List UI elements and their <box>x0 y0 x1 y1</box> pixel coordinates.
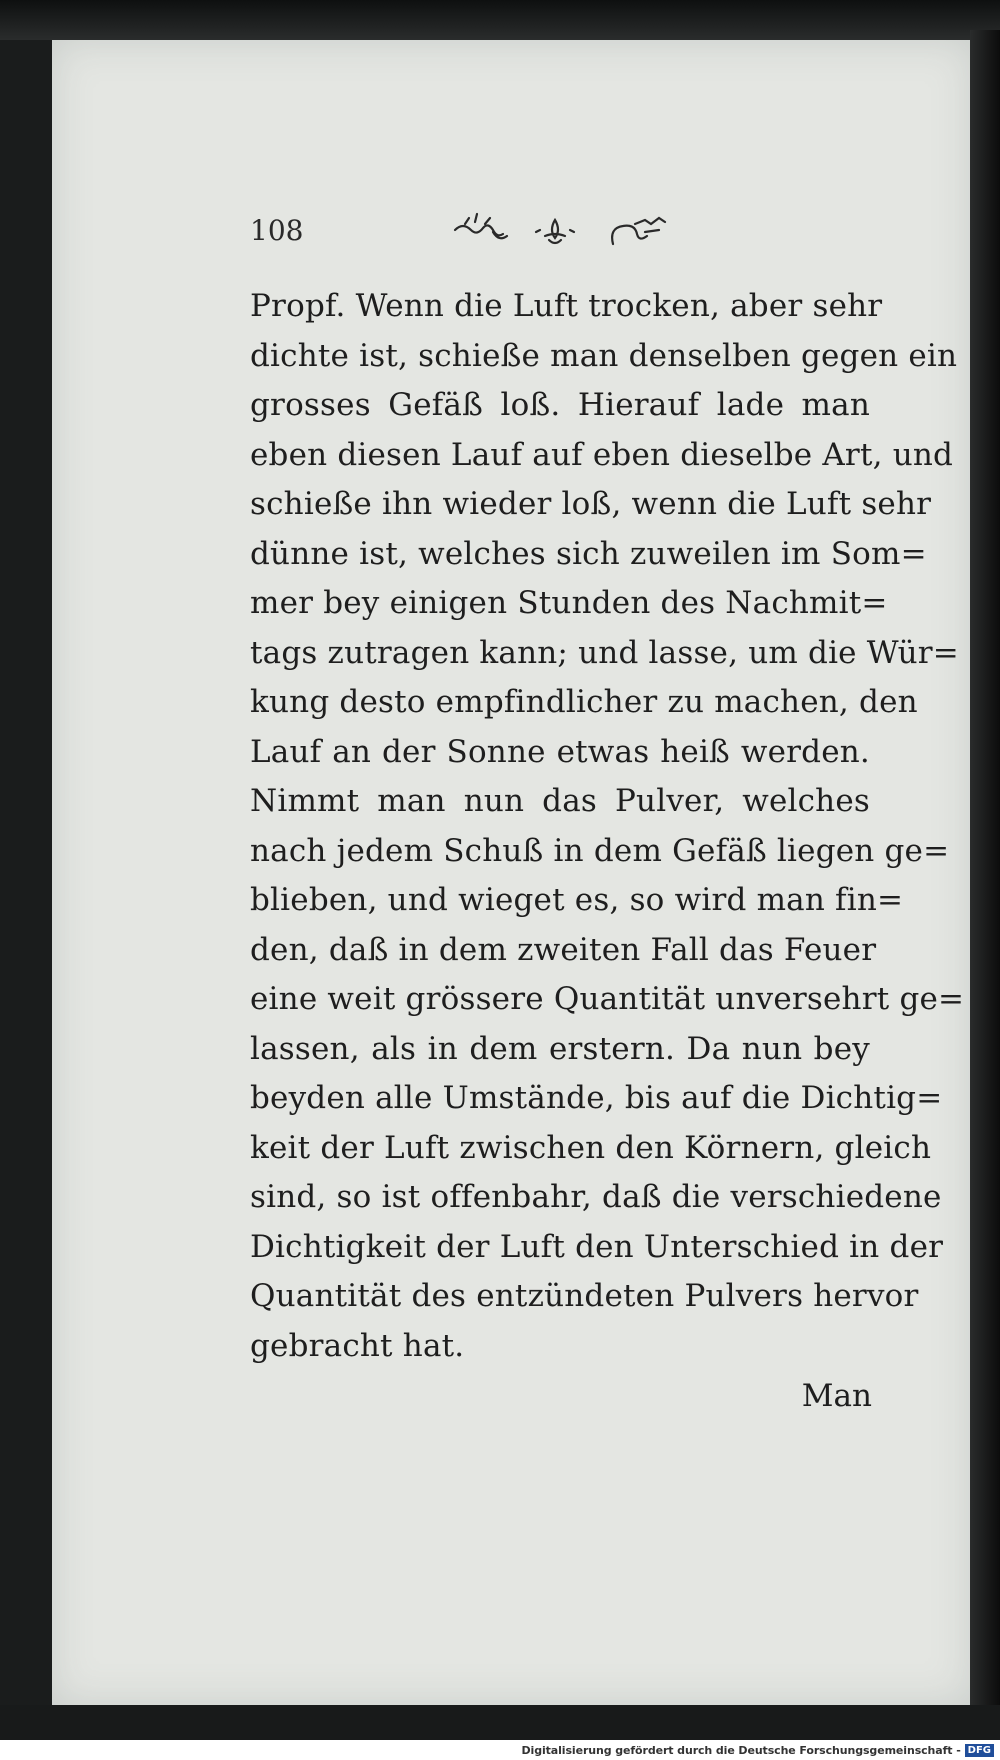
text-line: Nimmt man nun das Pulver, welches <box>250 783 870 819</box>
text-line-last: gebracht hat. <box>250 1327 465 1364</box>
text-line: grosses Gefäß loß. Hierauf lade man <box>250 387 870 423</box>
scan-top-border <box>0 0 1000 40</box>
text-line: beyden alle Umstände, bis auf die Dichtig= <box>250 1080 943 1116</box>
catchword: Man <box>801 1378 872 1414</box>
text-line: lassen, als in dem erstern. Da nun bey <box>250 1030 870 1067</box>
text-line: eine weit grössere Quantität unversehrt ge= <box>250 981 965 1017</box>
text-line: eben diesen Lauf auf eben dieselbe Art, und <box>250 436 954 473</box>
text-line: dichte ist, schieße man denselben gegen ein <box>250 337 958 374</box>
page-right-edge <box>970 30 1000 1710</box>
text-line: kung desto empfindlicher zu machen, den <box>250 684 918 720</box>
footer-credit: Digitalisierung gefördert durch die Deutsche Forschungsgemeinschaft - <box>521 1743 961 1757</box>
digitization-footer <box>0 1740 1000 1760</box>
text-line: blieben, und wieget es, so wird man fin= <box>250 882 904 918</box>
text-line: Quantität des entzündeten Pulvers hervor <box>250 1278 919 1314</box>
text-line: keit der Luft zwischen den Körnern, gleich <box>250 1129 932 1166</box>
text-line: sind, so ist offenbahr, daß die verschiedene <box>250 1179 942 1215</box>
scan-bottom-border <box>0 1705 1000 1740</box>
dfg-logo: DFG <box>965 1744 994 1757</box>
text-line: Lauf an der Sonne etwas heiß werden. <box>250 733 870 770</box>
page-header <box>250 210 870 260</box>
text-line: nach jedem Schuß in dem Gefäß liegen ge= <box>250 832 950 869</box>
text-line: dünne ist, welches sich zuweilen im Som= <box>250 535 927 572</box>
text-line: Propf. Wenn die Luft trocken, aber sehr <box>250 288 883 324</box>
text-line: schieße ihn wieder loß, wenn die Luft sehr <box>250 486 932 522</box>
ornament-icon <box>445 210 695 255</box>
text-line: mer bey einigen Stunden des Nachmit= <box>250 585 888 621</box>
text-line: den, daß in dem zweiten Fall das Feuer <box>250 931 877 968</box>
text-line: tags zutragen kann; und lasse, um die Wür= <box>250 634 959 671</box>
body-text <box>250 282 965 1371</box>
page-number: 108 <box>250 214 304 247</box>
text-line: Dichtigkeit der Luft den Unterschied in der <box>250 1228 944 1265</box>
